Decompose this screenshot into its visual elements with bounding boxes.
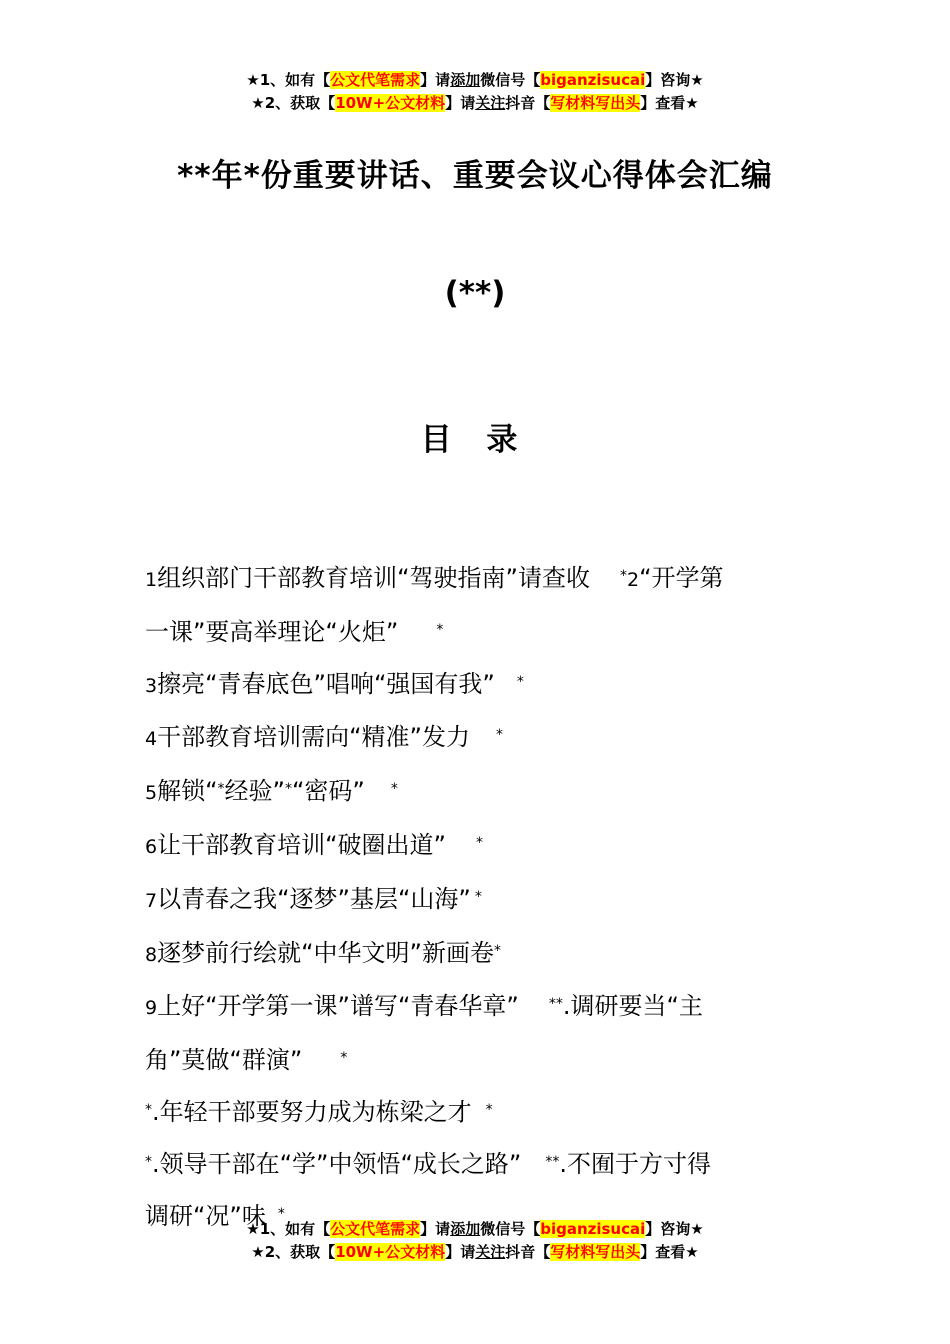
banner-line-1: ★1、如有【公文代笔需求】请添加微信号【biganzisucai】咨询★ (246, 1220, 704, 1238)
banner-line-2: ★2、获取【10W+公文材料】请关注抖音【写材料写出头】查看★ (251, 94, 699, 112)
toc-entry-8: 8逐梦前行绘就“中华文明”新画卷* (145, 938, 501, 967)
toc-entry-5: 5解锁“*经验”*“密码” * (145, 777, 398, 806)
footer-banner (0, 1218, 950, 1264)
banner-line-1: ★1、如有【公文代笔需求】请添加微信号【biganzisucai】咨询★ (246, 71, 704, 89)
toc-heading: 目 录 (420, 422, 530, 458)
toc-entry-11: *.年轻干部要努力成为栋梁之才 * (145, 1097, 493, 1126)
highlight-materials: 10W+公文材料 (335, 1243, 446, 1261)
highlight-wechat-id: biganzisucai (540, 71, 646, 89)
highlight-douyin-account: 写材料写出头 (550, 94, 641, 112)
document-subtitle: (**) (444, 275, 506, 311)
document-title: **年*份重要讲话、重要会议心得体会汇编 (177, 158, 773, 194)
toc-entry-1: 1组织部门干部教育培训“驾驶指南”请查收 *2“开学第 (145, 564, 724, 592)
table-of-contents (145, 552, 810, 1241)
banner-line-2: ★2、获取【10W+公文材料】请关注抖音【写材料写出头】查看★ (251, 1243, 699, 1261)
highlight-wechat-id: biganzisucai (540, 1220, 646, 1238)
highlight-douyin-account: 写材料写出头 (550, 1243, 641, 1261)
highlight-materials: 10W+公文材料 (335, 94, 446, 112)
toc-entry-3: 3擦亮“青春底色”唱响“强国有我” * (145, 669, 524, 698)
toc-entry-10-cont: 角”莫做“群演” * (145, 1046, 348, 1075)
toc-entry-2-cont: 一课”要高举理论“火炬” * (145, 617, 444, 646)
toc-entry-7: 7以青春之我“逐梦”基层“山海” * (145, 884, 482, 913)
toc-entry-13-cont: 调研“况”味 * (145, 1201, 285, 1230)
toc-entry-6: 6让干部教育培训“破圈出道” * (145, 830, 483, 859)
highlight-service: 公文代笔需求 (330, 1220, 421, 1238)
toc-entry-12: *.领导干部在“学”中领悟“成长之路” **.不囿于方寸得 (145, 1149, 712, 1178)
header-banner (0, 69, 950, 115)
toc-entry-4: 4干部教育培训需向“精准”发力 * (145, 723, 503, 752)
toc-entry-9: 9上好“开学第一课”谱写“青春华章” **.调研要当“主 (145, 992, 703, 1021)
highlight-service: 公文代笔需求 (330, 71, 421, 89)
